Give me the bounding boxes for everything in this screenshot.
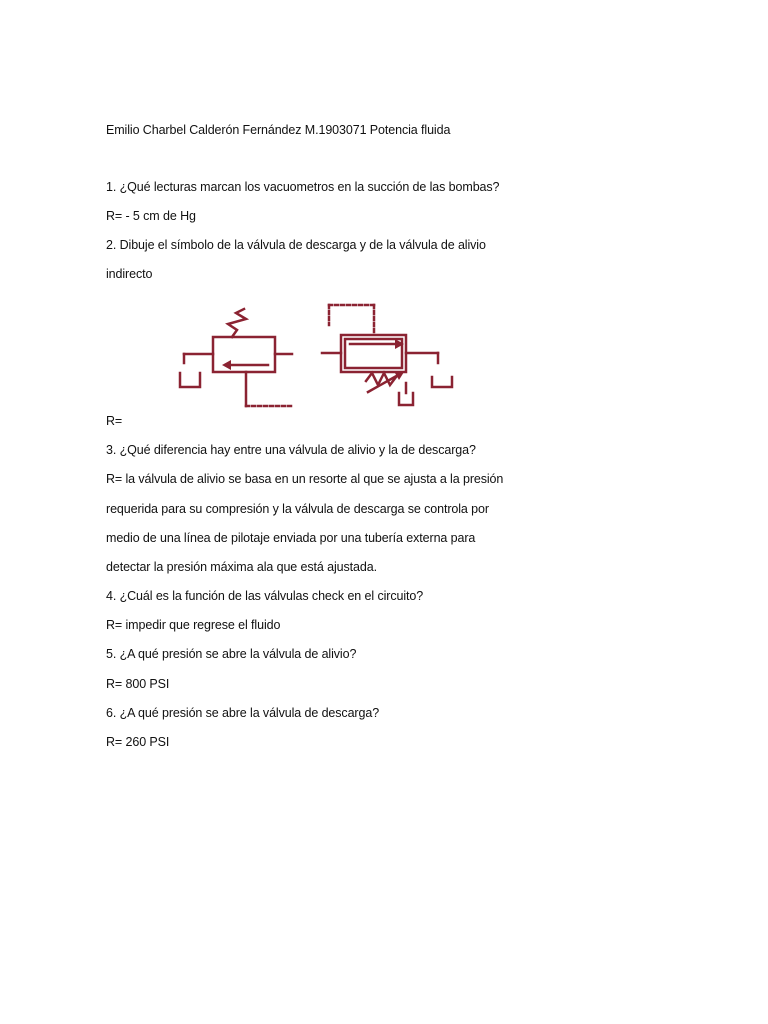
document-header: Emilio Charbel Calderón Fernández M.1903071 Potencia fluida: [106, 123, 451, 137]
question-2-line-2: indirecto: [106, 267, 153, 281]
question-3: 3. ¿Qué diferencia hay entre una válvula de alivio y la de descarga?: [106, 443, 476, 457]
indirect-relief-valve-symbol: [322, 305, 452, 405]
answer-5: R= 800 PSI: [106, 677, 170, 691]
answer-3-line-4: detectar la presión máxima ala que está ajustada.: [106, 560, 377, 574]
question-1: 1. ¿Qué lecturas marcan los vacuometros en la succión de las bombas?: [106, 180, 500, 194]
answer-6: R= 260 PSI: [106, 735, 170, 749]
question-2-line-1: 2. Dibuje el símbolo de la válvula de descarga y de la válvula de alivio: [106, 238, 486, 252]
answer-3-line-3: medio de una línea de pilotaje enviada por una tubería externa para: [106, 531, 476, 545]
question-6: 6. ¿A qué presión se abre la válvula de descarga?: [106, 706, 380, 720]
answer-1: R= - 5 cm de Hg: [106, 209, 196, 223]
valve-symbols-figure: [170, 297, 470, 415]
question-5: 5. ¿A qué presión se abre la válvula de alivio?: [106, 647, 357, 661]
answer-4: R= impedir que regrese el fluido: [106, 618, 281, 632]
valve-symbols-drawing: [170, 297, 470, 415]
answer-3-line-1: R= la válvula de alivio se basa en un resorte al que se ajusta a la presión: [106, 472, 504, 486]
answer-2: R=: [106, 414, 123, 428]
unloading-valve-symbol: [180, 309, 294, 406]
question-4: 4. ¿Cuál es la función de las válvulas check en el circuito?: [106, 589, 424, 603]
answer-3-line-2: requerida para su compresión y la válvula de descarga se controla por: [106, 502, 489, 516]
